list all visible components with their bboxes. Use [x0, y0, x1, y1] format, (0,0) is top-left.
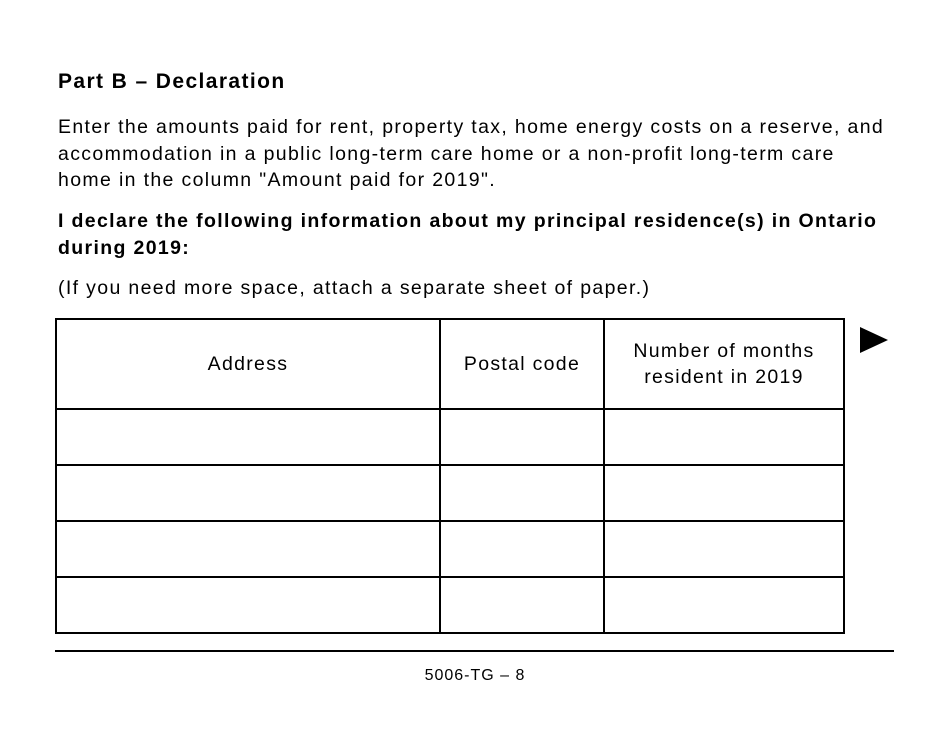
postal-code-input[interactable] — [441, 410, 603, 464]
column-header-address: Address — [56, 319, 440, 409]
months-resident-input[interactable] — [605, 410, 843, 464]
address-cell — [56, 465, 440, 521]
address-input[interactable] — [57, 466, 439, 520]
table-row — [56, 577, 844, 633]
instructions-text: Enter the amounts paid for rent, property tax, home energy costs on a reserve, and accommodation in a public long-term care home or a non-profit long-term care home in the column "Amount paid for 2019". — [58, 116, 885, 191]
declaration-statement: I declare the following information about my principal residence(s) in Ontario during 2019: — [58, 210, 878, 259]
table-row — [56, 409, 844, 465]
column-header-postal-code: Postal code — [440, 319, 604, 409]
months-cell — [604, 577, 844, 633]
months-resident-input[interactable] — [605, 578, 843, 632]
months-cell — [604, 521, 844, 577]
address-cell — [56, 577, 440, 633]
postal-code-cell — [440, 409, 604, 465]
table-row — [56, 465, 844, 521]
months-cell — [604, 465, 844, 521]
section-title: Part B – Declaration — [58, 70, 286, 93]
address-cell — [56, 409, 440, 465]
postal-code-input[interactable] — [441, 522, 603, 576]
months-resident-input[interactable] — [605, 466, 843, 520]
months-cell — [604, 409, 844, 465]
address-input[interactable] — [57, 578, 439, 632]
page-number: 5006-TG – 8 — [424, 667, 526, 684]
address-input[interactable] — [57, 522, 439, 576]
postal-code-cell — [440, 465, 604, 521]
right-triangle-arrow-icon[interactable] — [860, 327, 888, 353]
postal-code-cell — [440, 577, 604, 633]
address-cell — [56, 521, 440, 577]
residence-table — [55, 318, 845, 634]
table-row — [56, 521, 844, 577]
postal-code-input[interactable] — [441, 466, 603, 520]
address-input[interactable] — [57, 410, 439, 464]
footer-divider — [55, 650, 894, 652]
months-resident-input[interactable] — [605, 522, 843, 576]
column-header-months-resident: Number of months resident in 2019 — [604, 319, 844, 409]
table-header-row — [56, 319, 844, 409]
postal-code-cell — [440, 521, 604, 577]
extra-space-note: (If you need more space, attach a separate sheet of paper.) — [58, 277, 651, 299]
postal-code-input[interactable] — [441, 578, 603, 632]
